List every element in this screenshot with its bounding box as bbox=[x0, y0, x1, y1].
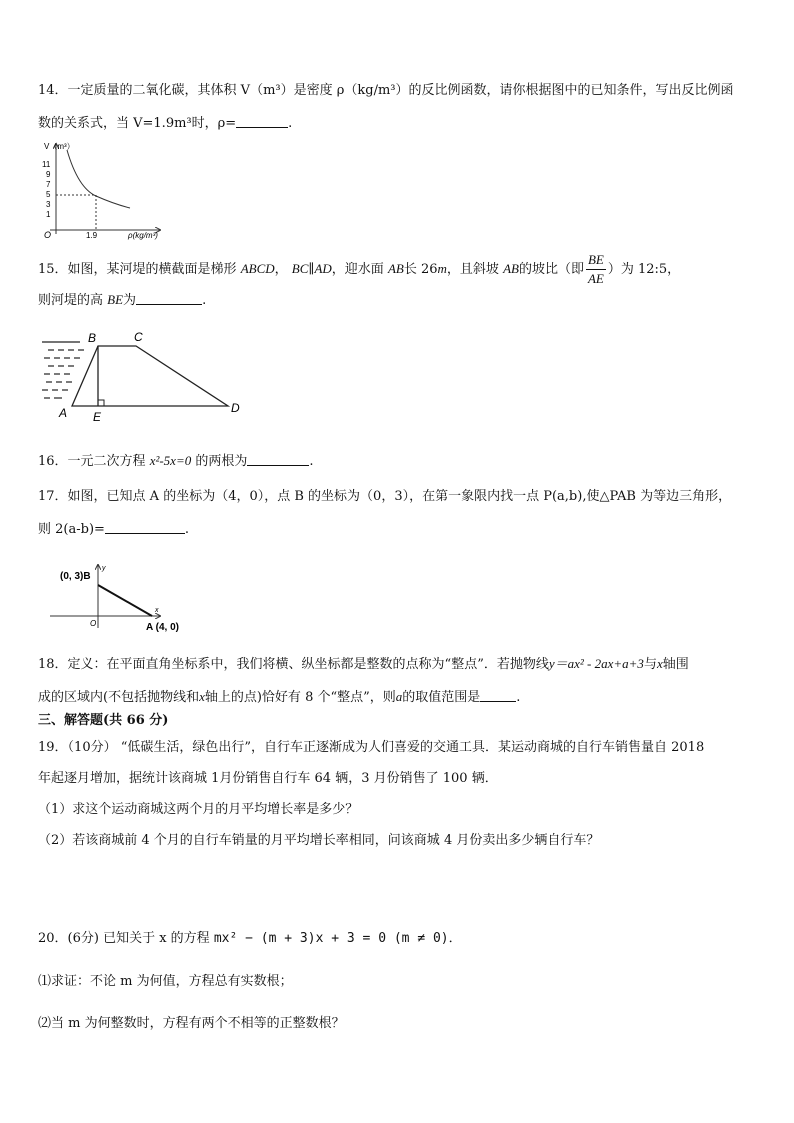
q15-line2 bbox=[38, 291, 206, 310]
q18-text-7: . bbox=[516, 690, 521, 705]
q17-coordinate-graph bbox=[50, 562, 210, 638]
q18-parabola: y＝ax² - 2ax+a+3 bbox=[548, 656, 644, 671]
q15-label-b: B bbox=[88, 331, 97, 345]
q18-text-2: 与 bbox=[643, 657, 657, 672]
q15-var-be: BE bbox=[107, 292, 124, 307]
q15-answer-blank bbox=[136, 292, 202, 305]
q15-text-2: ， bbox=[274, 262, 288, 277]
q18-var-x: x bbox=[656, 656, 663, 671]
q20-line1 bbox=[38, 930, 462, 948]
q14-line2-text: 数的关系式，当 V=1.9m³时，ρ= bbox=[38, 116, 237, 131]
q15-var-ab: AB bbox=[387, 261, 404, 276]
q14-y-tick-5: 5 bbox=[46, 190, 51, 199]
q14-answer-blank bbox=[236, 115, 288, 128]
q14-line1: 14．一定质量的二氧化碳，其体积 V（m³）是密度 ρ（kg/m³）的反比例函数，请你根据图中的已知条件，写出反比例函 bbox=[38, 83, 734, 98]
q14-y-tick-9: 9 bbox=[46, 170, 51, 179]
q15-text-5: ，且斜坡 bbox=[446, 262, 499, 277]
section-3-heading: 三、解答题(共 66 分) bbox=[38, 713, 169, 728]
q16-text-2: 的两根为 bbox=[195, 454, 248, 469]
q15-text-8: 则河堤的高 bbox=[38, 293, 104, 308]
q18-var-x-2: x bbox=[199, 689, 205, 704]
q20-text-2: ． bbox=[448, 931, 462, 946]
q17-label-a: A (4, 0) bbox=[146, 622, 179, 633]
q16-answer-blank bbox=[247, 453, 309, 466]
q15-frac-num: BE bbox=[586, 251, 606, 270]
q14-x-tick: 1.9 bbox=[86, 231, 98, 240]
q15-fraction bbox=[586, 251, 606, 288]
q16-text-3: . bbox=[309, 454, 314, 469]
q14-y-tick-7: 7 bbox=[46, 180, 51, 189]
q15-var-abcd: ABCD bbox=[240, 261, 275, 276]
q15-label-c: C bbox=[134, 330, 143, 344]
q20-equation: mx² − (m + 3)x + 3 = 0 (m ≠ 0) bbox=[213, 931, 449, 946]
q15-label-d: D bbox=[231, 401, 240, 415]
q15-unit-m: m bbox=[437, 261, 447, 276]
q19-line1: 19．（10分） “低碳生活，绿色出行”，自行车正逐渐成为人们喜爱的交通工具．某运动商城的自行车销售量自 2018 bbox=[38, 740, 705, 755]
q15-label-e: E bbox=[93, 410, 102, 424]
q15-text-3: ，迎水面 bbox=[331, 262, 384, 277]
q18-text-1: 18．定义：在平面直角坐标系中，我们将横、纵坐标都是整数的点称为“整点”．若抛物线 bbox=[38, 657, 549, 672]
q18-line1 bbox=[38, 655, 689, 674]
q14-line2 bbox=[38, 115, 292, 133]
q14-y-tick-3: 3 bbox=[46, 200, 51, 209]
q17-line2 bbox=[38, 521, 189, 539]
q17-label-b: (0, 3)B bbox=[60, 571, 91, 582]
q15-text-6: 的坡比（即 bbox=[518, 262, 584, 277]
q18-answer-blank bbox=[480, 689, 516, 702]
q15-text-10: . bbox=[202, 293, 207, 308]
q17-segment-ab bbox=[98, 585, 152, 616]
q15-var-ad: AD bbox=[314, 261, 332, 276]
q17-y-label: y bbox=[102, 565, 106, 572]
q15-text-7: ）为 12:5， bbox=[607, 262, 681, 277]
q17-answer-blank bbox=[105, 521, 185, 534]
q18-text-6: 的取值范围是 bbox=[402, 690, 481, 705]
q16-equation: x²-5x=0 bbox=[149, 453, 192, 468]
q15-var-bc: BC bbox=[291, 261, 309, 276]
q19-sub1: （1）求这个运动商城这两个月的月平均增长率是多少？ bbox=[38, 802, 359, 817]
q14-y-tick-1: 1 bbox=[46, 210, 51, 219]
q18-text-4: 成的区域内(不包括抛物线和 bbox=[38, 690, 200, 705]
q15-right-angle bbox=[98, 400, 104, 406]
q14-origin: O bbox=[44, 230, 52, 240]
q18-var-a: a bbox=[395, 689, 403, 704]
q15-text-1: 15．如图，某河堤的横截面是梯形 bbox=[38, 262, 237, 277]
q17-text-2: . bbox=[184, 522, 190, 537]
q17-line1: 17．如图，已知点 A 的坐标为（4，0），点 B 的坐标为（0，3），在第一象限内找一点 P(a,b),使△PAB 为等边三角形， bbox=[38, 489, 732, 504]
q16-text-1: 16．一元二次方程 bbox=[38, 454, 146, 469]
q18-text-5: 轴上的点)恰好有 8 个“整点”，则 bbox=[204, 690, 396, 705]
q15-line1 bbox=[38, 251, 680, 288]
q19-line2: 年起逐月增加，据统计该商城 1月份销售自行车 64 辆，3 月份销售了 100 辆． bbox=[38, 771, 498, 786]
q14-x-label: ρ(kg/m³) bbox=[128, 231, 158, 240]
q14-graph bbox=[30, 140, 170, 242]
q15-text-4: 长 26 bbox=[403, 262, 438, 277]
q15-text-9: 为 bbox=[123, 293, 137, 308]
q17-label-o: O bbox=[90, 619, 97, 628]
q20-text-1: 20．(6分) 已知关于 x 的方程 bbox=[38, 931, 210, 946]
q14-line2-end: . bbox=[288, 116, 293, 131]
q15-parallel: ∥ bbox=[308, 262, 315, 277]
q18-text-3: 轴围 bbox=[662, 657, 689, 672]
q17-x-label: x bbox=[155, 607, 159, 614]
q14-y-label: V（m³） bbox=[44, 142, 75, 151]
q15-var-ab-2: AB bbox=[503, 261, 519, 276]
q19-sub2: （2）若该商城前 4 个月的自行车销量的月平均增长率相同，问该商城 4 月份卖出多少辆自行车？ bbox=[38, 833, 600, 848]
q14-y-tick-11: 11 bbox=[42, 160, 51, 169]
q15-trapezoid bbox=[72, 346, 228, 406]
q20-sub2: ⑵当 m 为何整数时，方程有两个不相等的正整数根？ bbox=[38, 1016, 345, 1031]
q15-label-a: A bbox=[59, 406, 68, 420]
q16-line bbox=[38, 452, 314, 471]
q18-line2 bbox=[38, 688, 520, 707]
q15-trapezoid-diagram bbox=[36, 326, 256, 426]
q15-water-lines bbox=[42, 342, 84, 398]
q15-frac-den: AE bbox=[587, 271, 604, 286]
q14-hyperbola bbox=[67, 150, 130, 208]
q20-sub1: ⑴求证：不论 m 为何值，方程总有实数根； bbox=[38, 974, 293, 989]
q17-text-1: 则 2(a-b)= bbox=[38, 522, 105, 537]
